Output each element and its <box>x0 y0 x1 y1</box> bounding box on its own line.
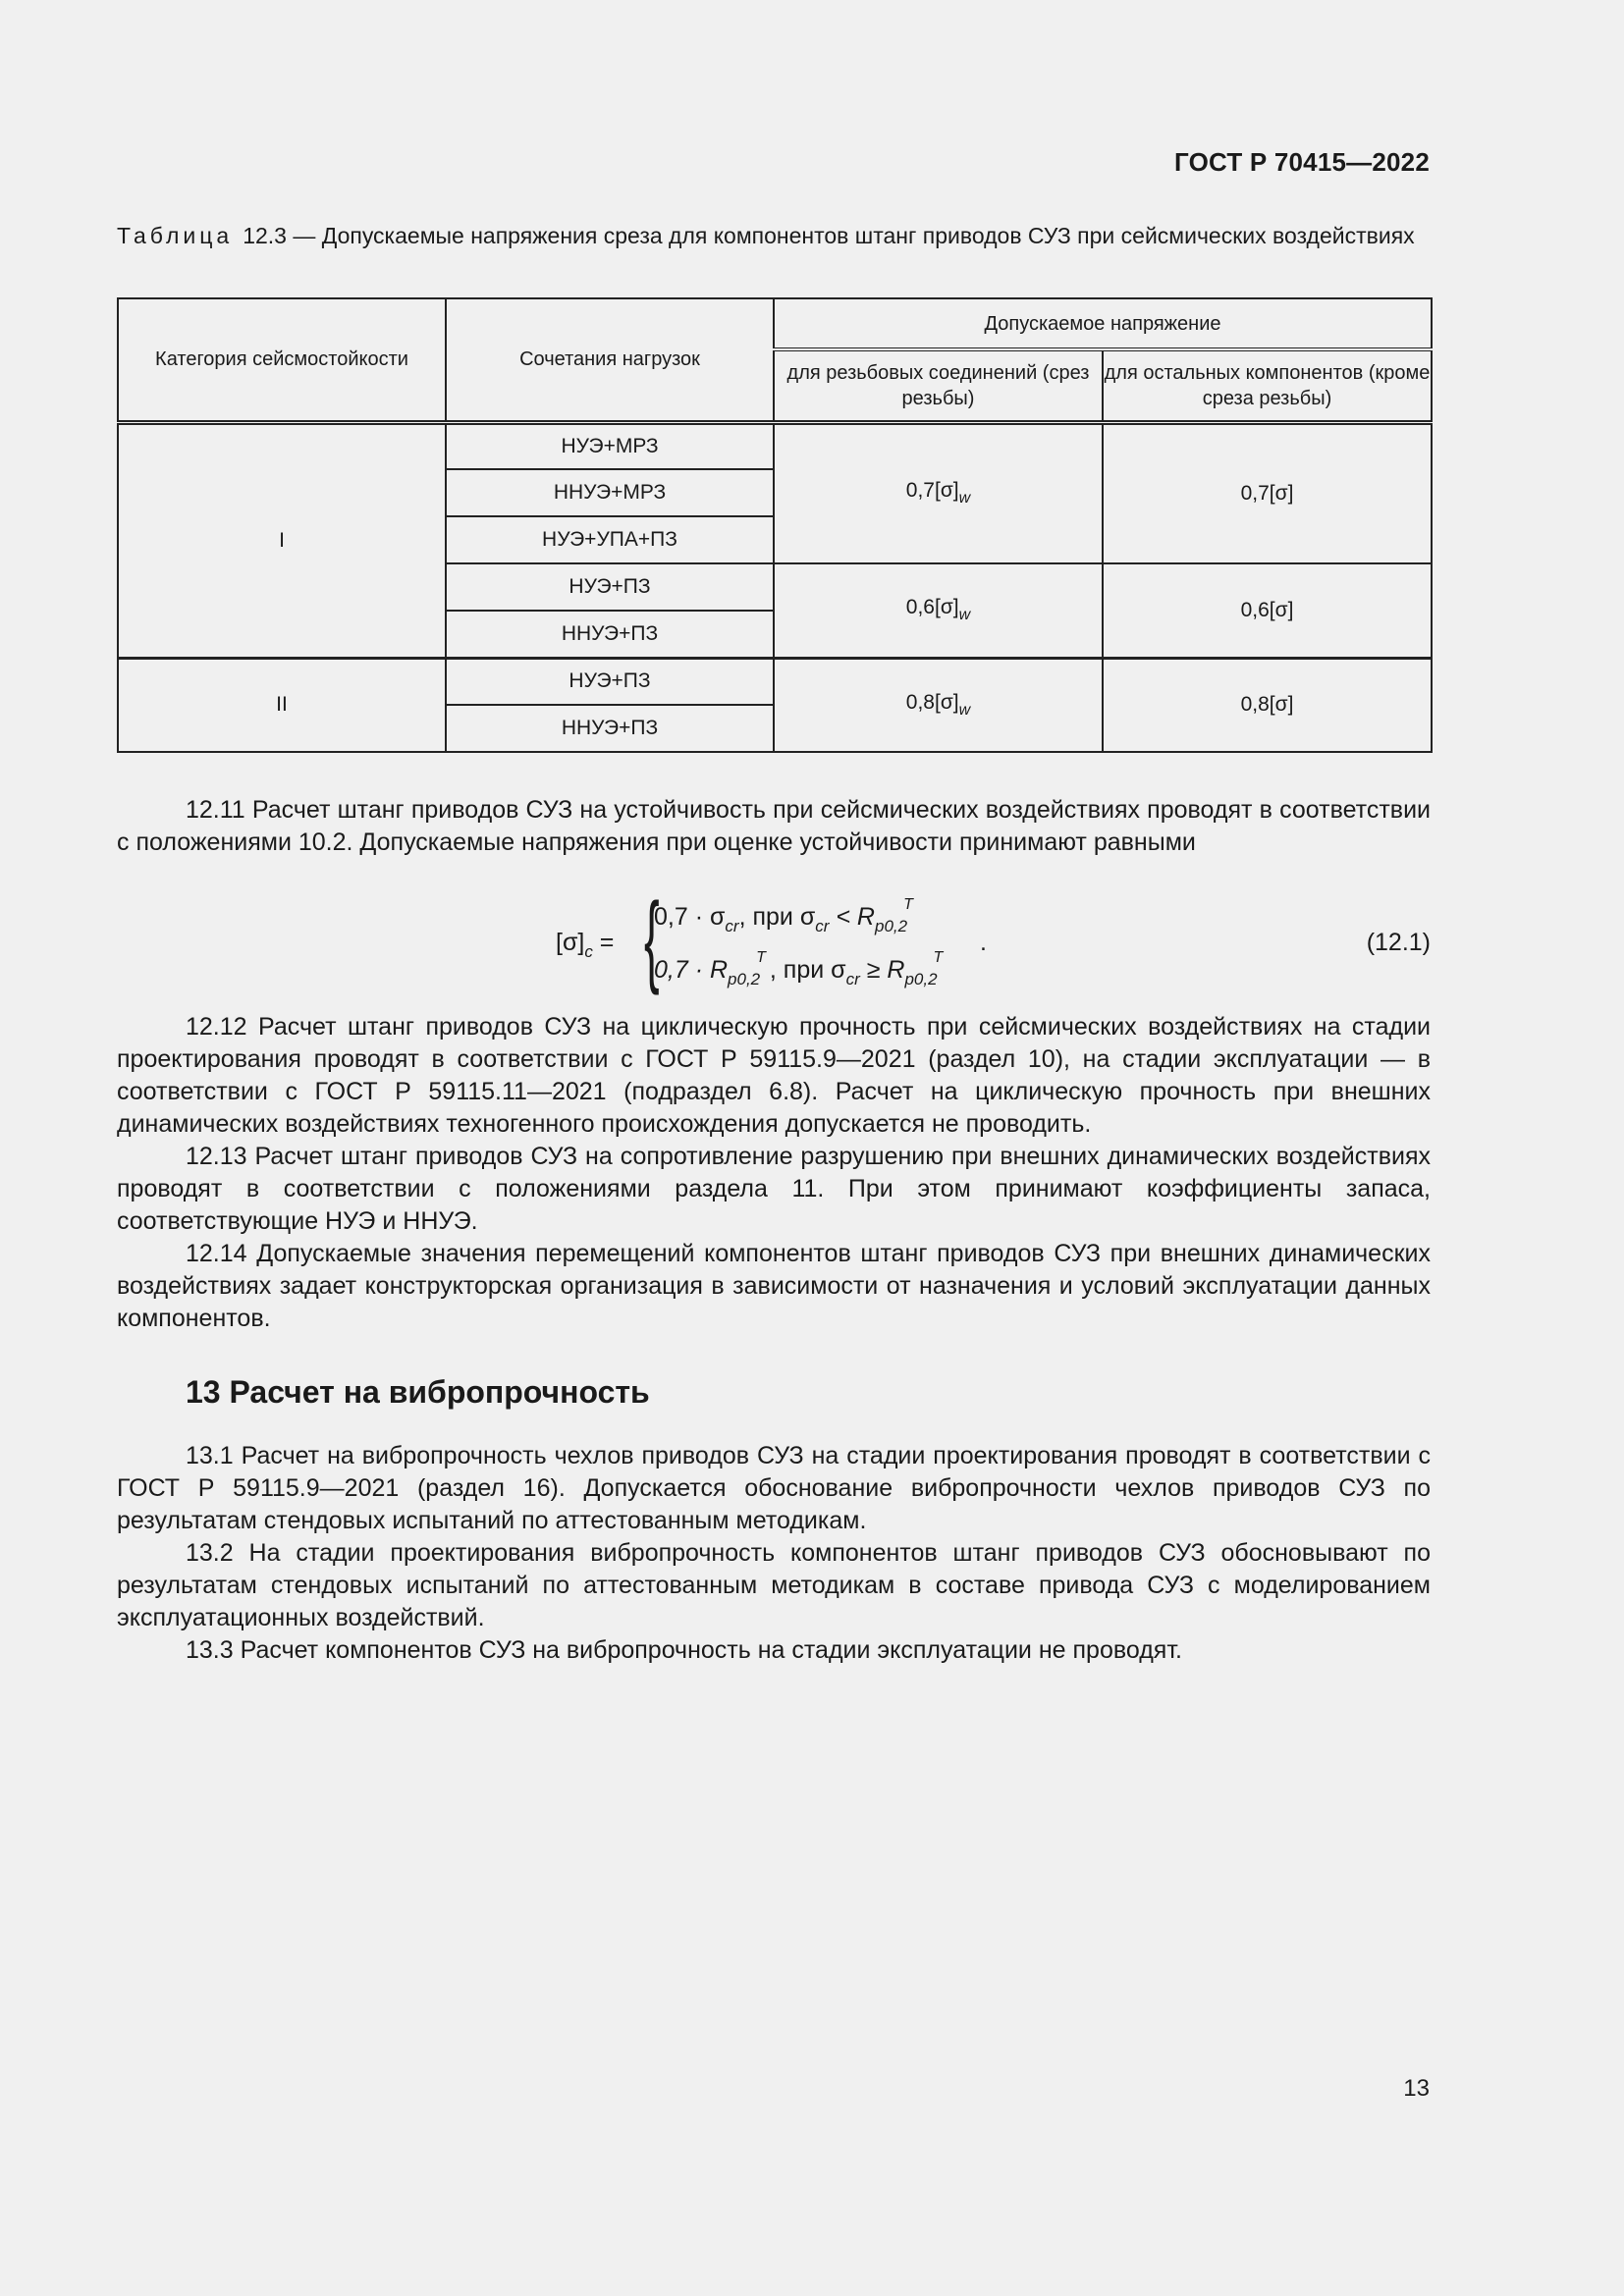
paragraphs-12 <box>117 1011 1431 1335</box>
formula-sub: p0,2 <box>904 970 938 988</box>
formula-12-1 <box>550 882 1434 1003</box>
table-caption-text: 12.3 — Допускаемые напряжения среза для компонентов штанг приводов СУЗ при сейсмических воздействиях <box>243 223 1415 248</box>
formula-lhs-symbol: [σ] <box>556 929 585 956</box>
table-caption <box>117 222 1431 250</box>
paragraph-12-14: 12.14 Допускаемые значения перемещений компонентов штанг приводов СУЗ при внешних динамических воздействиях задает конструкторская организация в зависимости от назначения и условий эксплуатации данных компонентов. <box>117 1240 1431 1332</box>
paragraph-12-11 <box>117 794 1431 859</box>
load-cell: ННУЭ+МРЗ <box>446 469 774 516</box>
load-cell: ННУЭ+ПЗ <box>446 705 774 752</box>
brace-icon: { <box>644 882 660 996</box>
paragraph-13-1: 13.1 Расчет на вибропрочность чехлов приводов СУЗ на стадии проектирования проводят в соответствии с ГОСТ Р 59115.9—2021 (раздел 16). Допускается обоснование вибропрочности чехлов приводов СУЗ по результатам стендовых испытаний по аттестованным методикам. <box>117 1442 1431 1534</box>
load-cell: НУЭ+УПА+ПЗ <box>446 516 774 563</box>
formula-text: < R <box>829 903 875 931</box>
formula-text: 0,7 · R <box>654 956 729 984</box>
formula-number: (12.1) <box>1366 929 1431 956</box>
threaded-value-sub: w <box>958 607 971 624</box>
other-value-cell: 0,8[σ] <box>1103 658 1432 752</box>
threaded-value-cell <box>774 563 1103 658</box>
formula-equals: = <box>599 929 615 956</box>
threaded-value-sub: w <box>958 490 971 507</box>
header-loads: Сочетания нагрузок <box>446 298 774 422</box>
category-cell: I <box>118 422 446 658</box>
threaded-value: 0,7[σ] <box>905 479 959 503</box>
paragraph-text: 12.11 Расчет штанг приводов СУЗ на устойчивость при сейсмических воздействиях проводят в соответствии с положениями 10.2. Допускаемые напряжения при оценке устойчивости принимают равными <box>117 796 1431 856</box>
threaded-value: 0,6[σ] <box>905 596 959 619</box>
threaded-value-cell <box>774 658 1103 752</box>
formula-case-1 <box>654 896 917 936</box>
formula-text: 0,7 · σ <box>654 903 726 931</box>
formula-lhs <box>556 929 614 962</box>
formula-sup: T <box>903 896 913 913</box>
other-value-cell: 0,7[σ] <box>1103 422 1432 563</box>
formula-sup: T <box>933 949 944 966</box>
load-cell: НУЭ+МРЗ <box>446 422 774 469</box>
header-threaded: для резьбовых соединений (срез резьбы) <box>774 349 1103 422</box>
page-number: 13 <box>1403 2075 1430 2102</box>
formula-period: . <box>980 929 987 956</box>
header-category: Категория сейсмостойкости <box>118 298 446 422</box>
table-caption-label: Таблица <box>117 223 234 248</box>
formula-text: , при σ <box>738 903 816 931</box>
formula-text: ≥ R <box>859 956 905 984</box>
formula-sub: cr <box>725 917 739 935</box>
formula-text: , при σ <box>769 956 846 984</box>
formula-sub: cr <box>815 917 830 935</box>
formula-sub: p0,2 <box>728 970 761 988</box>
document-id: ГОСТ Р 70415—2022 <box>1174 147 1430 177</box>
paragraphs-13 <box>117 1440 1431 1667</box>
paragraph-12-12: 12.12 Расчет штанг приводов СУЗ на циклическую прочность при сейсмических воздействиях на стадии проектирования проводят в соответствии с ГОСТ Р 59115.9—2021 (раздел 10), на стадии эксплуатации — в соответствии с ГОСТ Р 59115.11—2021 (подраздел 6.8). Расчет на циклическую прочность при внешних динамических воздействиях техногенного происхождения допускается не проводить. <box>117 1013 1431 1138</box>
paragraph-13-2: 13.2 На стадии проектирования вибропрочность компонентов штанг приводов СУЗ обосновывают по результатам стендовых испытаний по аттестованным методикам в составе привода СУЗ с моделированием эксплуатационных воздействий. <box>117 1539 1431 1631</box>
formula-sub: cr <box>845 970 860 988</box>
category-cell: II <box>118 658 446 752</box>
header-allowed-stress: Допускаемое напряжение <box>774 298 1432 349</box>
table-row <box>118 658 1432 705</box>
load-cell: НУЭ+ПЗ <box>446 658 774 705</box>
paragraph-13-3: 13.3 Расчет компонентов СУЗ на вибропрочность на стадии эксплуатации не проводят. <box>186 1636 1182 1664</box>
threaded-value-sub: w <box>958 701 971 719</box>
threaded-value: 0,8[σ] <box>905 690 959 714</box>
paragraph-12-13: 12.13 Расчет штанг приводов СУЗ на сопротивление разрушению при внешних динамических воздействиях проводят в соответствии с положениями раздела 11. При этом принимают коэффициенты запаса, соответствующие НУЭ и ННУЭ. <box>117 1143 1431 1235</box>
table-header-row <box>118 298 1432 349</box>
allowed-stress-table <box>117 297 1433 753</box>
formula-lhs-sub: c <box>584 942 593 961</box>
formula-sup: T <box>756 949 766 966</box>
load-cell: ННУЭ+ПЗ <box>446 611 774 658</box>
other-value-cell: 0,6[σ] <box>1103 563 1432 658</box>
section-title: 13 Расчет на вибропрочность <box>186 1374 650 1410</box>
formula-sub: p0,2 <box>874 917 908 935</box>
table-row <box>118 422 1432 469</box>
load-cell: НУЭ+ПЗ <box>446 563 774 611</box>
formula-case-2 <box>654 949 947 989</box>
threaded-value-cell <box>774 422 1103 563</box>
header-other: для остальных компонентов (кроме среза резьбы) <box>1103 349 1432 422</box>
